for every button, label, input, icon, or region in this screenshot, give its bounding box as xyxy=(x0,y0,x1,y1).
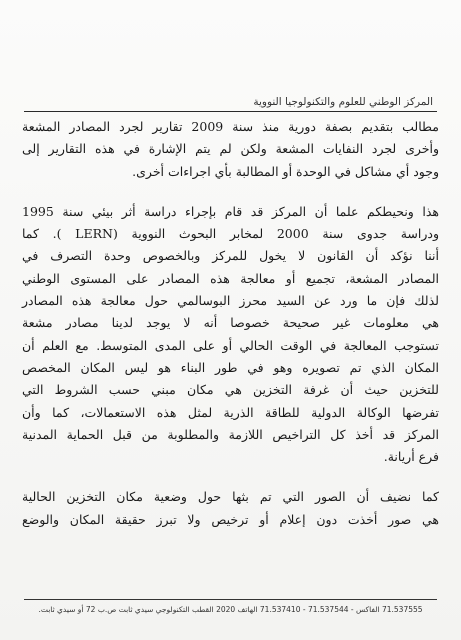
text-line: مطالب بتقديم بصفة دورية منذ سنة 2009 تقارير لجرد المصادر المشعة xyxy=(22,119,439,134)
contact-footer: 71.537555 الفاكس - 71.537544 - 71.537410 الهاتف 2020 القطب التكنولوجي سيدي ثابت ص.ب 72 أو سيدي ثابت. xyxy=(38,605,423,614)
text-line: لذلك فإن ما ورد عن السيد محرز البوسالمي حول معالجة هذه المصادر xyxy=(22,293,439,309)
text-line: تفرضها الوكالة الدولية للطاقة الذرية لمثل هذه الاستعمالات، كما وأن xyxy=(22,404,439,420)
text-line: وجود أي مشاكل في الوحدة أو المطالبة بأي اجراءات أخرى. xyxy=(132,163,439,179)
institution-header: المركز الوطني للعلوم والتكنولوجيا النووية xyxy=(253,96,433,108)
text-line: ودراسة جدوى سنة 2000 لمخابر البحوث النووية (LERN ). كما xyxy=(22,226,440,242)
text-line: هي صور أخذت دون إعلام أو ترخيص ولا تبرز حقيقة المكان والوضع xyxy=(22,511,439,527)
text-line: أننا نؤكد أن القانون لا يخول للمركز وبالخصوص وحدة التصرف في xyxy=(22,248,439,264)
text-line: المكان الذي تم تصويره وهو في طور البناء هو ليس المكان المخصص xyxy=(22,359,439,375)
text-line: للتخزين حيث أن غرفة التخزين هي مكان مبني حسب الشروط التي xyxy=(22,382,439,398)
paragraph-1 xyxy=(22,116,439,183)
paragraph-3 xyxy=(22,486,439,531)
text-line: المصادر المشعة، تجميع أو معالجة هذه المصادر على المستوى الوطني xyxy=(22,270,439,286)
text-line: وأخرى لجرد النفايات المشعة ولكن لم يتم الإشارة في هذه التقارير إلى xyxy=(22,141,439,157)
text-line: المركز قد أخذ كل التراخيص اللازمة والمطلوبة من قبل الحماية المدنية xyxy=(22,426,439,442)
paragraph-2 xyxy=(22,201,439,469)
text-line: هذا ونحيطكم علما أن المركز قد قام بإجراء دراسة أثر بيئي سنة 1995 xyxy=(22,203,439,219)
text-line: هي معلومات غير صحيحة خصوصا أنه لا يوجد لدينا مصادر مشعة xyxy=(22,315,439,331)
letter-body xyxy=(22,116,439,531)
header-divider xyxy=(24,111,437,112)
text-line: فرع أريانة. xyxy=(383,449,439,465)
footer-divider xyxy=(24,599,437,600)
text-line: كما نضيف أن الصور التي تم بثها حول وضعية مكان التخزين الحالية xyxy=(22,489,439,505)
text-line: تستوجب المعالجة في الوقت الحالي أو على المدى المتوسط. مع العلم أن xyxy=(22,337,439,353)
